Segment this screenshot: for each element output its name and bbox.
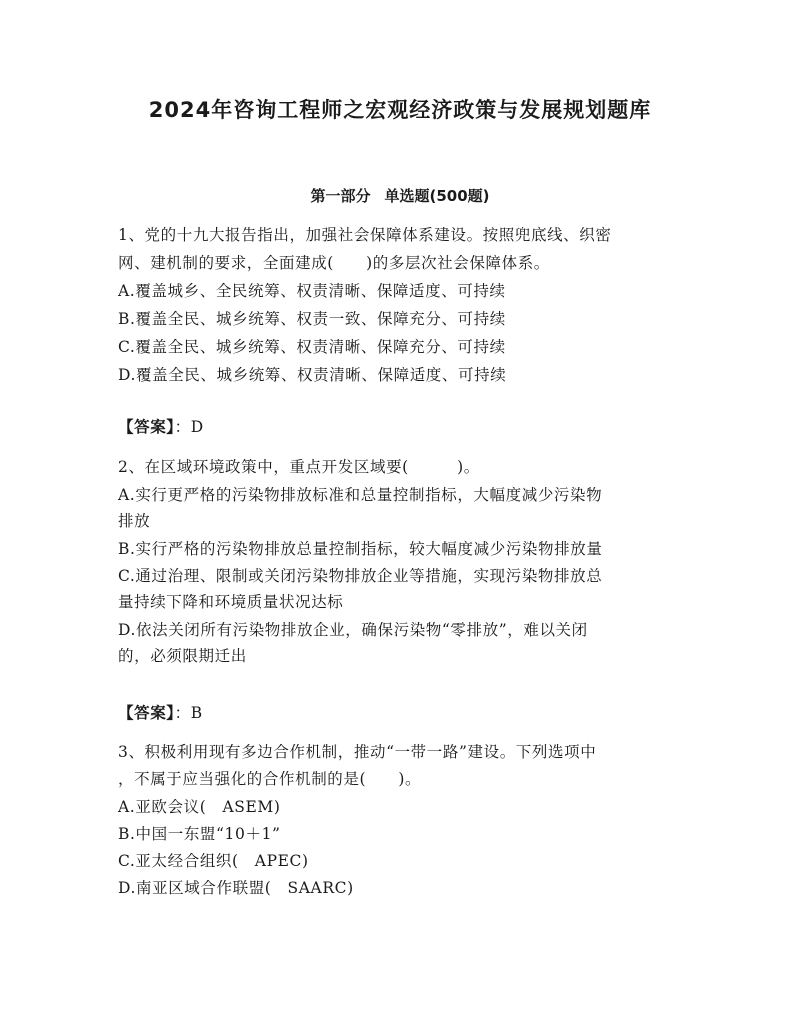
question-3-option-d: D.南亚区域合作联盟( SAARC) <box>118 879 354 897</box>
answer-value: D <box>190 418 204 436</box>
answer-separator: ： <box>174 704 191 722</box>
question-2-option-c: C.通过治理、限制或关闭污染物排放企业等措施，实现污染物排放总 <box>118 567 603 585</box>
question-3-option-c: C.亚太经合组织( APEC) <box>118 852 309 870</box>
answer-value: B <box>190 704 203 722</box>
section-name: 单选题(500题) <box>384 187 490 205</box>
question-1-stem: 网、建机制的要求，全面建成( )的多层次社会保障体系。 <box>118 254 550 272</box>
question-2-option-c: 量持续下降和环境质量状况达标 <box>118 593 344 611</box>
answer-label: 【答案】 <box>118 418 175 436</box>
question-3-stem: ，不属于应当强化的合作机制的是( )。 <box>118 770 422 788</box>
answer-separator: ： <box>174 418 191 436</box>
answer-label: 【答案】 <box>118 704 175 722</box>
question-3-option-b: B.中国一东盟“10＋1” <box>118 825 281 843</box>
question-3-option-a: A.亚欧会议( ASEM) <box>118 798 281 816</box>
question-1-option-b: B.覆盖全民、城乡统筹、权责一致、保障充分、可持续 <box>118 310 506 328</box>
question-1-stem: 1、党的十九大报告指出，加强社会保障体系建设。按照兜底线、织密 <box>118 226 612 244</box>
question-1-option-c: C.覆盖全民、城乡统筹、权责清晰、保障充分、可持续 <box>118 338 506 356</box>
document-title: 2024年咨询工程师之宏观经济政策与发展规划题库 <box>148 98 652 122</box>
question-1-answer <box>118 414 688 440</box>
question-2-option-d: D.依法关闭所有污染物排放企业，确保污染物“零排放”，难以关闭 <box>118 621 588 639</box>
question-2-option-a: A.实行更严格的污染物排放标准和总量控制指标，大幅度减少污染物 <box>118 486 603 504</box>
question-1-option-a: A.覆盖城乡、全民统筹、权责清晰、保障适度、可持续 <box>118 282 506 300</box>
question-2-stem: 2、在区域环境政策中，重点开发区域要( )。 <box>118 458 480 476</box>
question-2-option-a: 排放 <box>118 512 151 530</box>
question-1-option-d: D.覆盖全民、城乡统筹、权责清晰、保障适度、可持续 <box>118 366 507 384</box>
question-3-stem: 3、积极利用现有多边合作机制，推动“一带一路”建设。下列选项中 <box>118 743 597 761</box>
section-part: 第一部分 <box>310 187 371 205</box>
question-2-option-b: B.实行严格的污染物排放总量控制指标，较大幅度减少污染物排放量 <box>118 540 603 558</box>
question-2-option-d: 的，必须限期迁出 <box>118 647 247 665</box>
question-2-answer <box>118 700 688 726</box>
section-heading <box>0 185 800 206</box>
